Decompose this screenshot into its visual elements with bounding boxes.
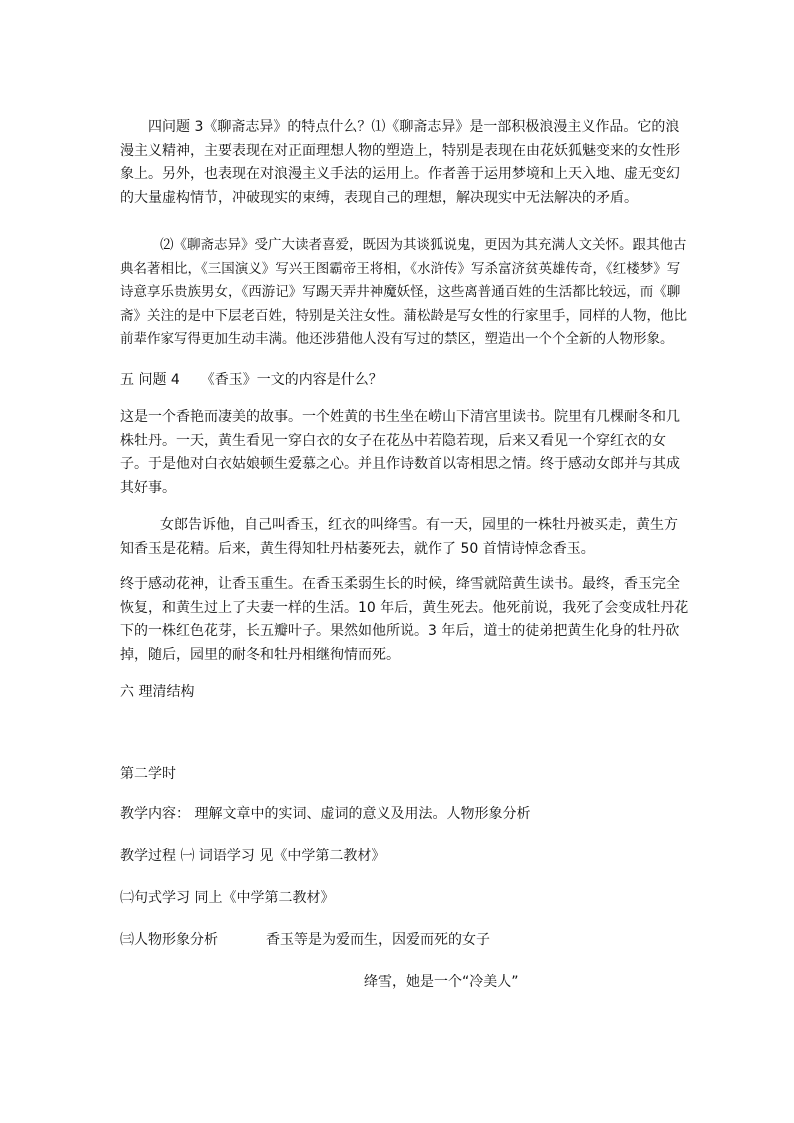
lesson2-item-sentence: ㈡句式学习 同上《中学第二教材》 xyxy=(120,890,335,906)
lesson2-content: 教学内容： 理解文章中的实词、虚词的意义及用法。人物形象分析 xyxy=(120,806,531,822)
heading-structure: 六 理清结构 xyxy=(120,684,195,700)
lesson2-item-character-jiangxue: 绛雪，她是一个“冷美人” xyxy=(364,974,519,990)
heading-question-4: 五 问题 4 《香玉》一文的内容是什么？ xyxy=(120,372,383,388)
lesson2-item-character-label: ㈢人物形象分析 xyxy=(120,932,218,948)
lesson2-item-character-xiangyu: 香玉等是为爱而生，因爱而死的女子 xyxy=(266,932,490,948)
paragraph-story-1: 这是一个香艳而凄美的故事。一个姓黄的书生坐在崂山下清宫里读书。院里有几棵耐冬和几株牡丹。一天，黄生看见一穿白衣的女子在花丛中若隐若现，后来又看见一个穿红衣的女子。于是他对白衣姑娘顿生爱慕之心。并且作诗数首以寄相思之情。终于感动女郎并与其成其好事。 xyxy=(120,409,680,496)
lesson2-process: 教学过程 ㈠ 词语学习 见《中学第二教材》 xyxy=(120,848,386,864)
paragraph-question-3: 四问题 3《聊斋志异》的特点什么？⑴《聊斋志异》是一部积极浪漫主义作品。它的浪漫主义精神，主要表现在对正面理想人物的塑造上，特别是表现在由花妖狐魅变来的女性形象上。另外，也表现在对浪漫主义手法的运用上。作者善于运用梦境和上天入地、虚无变幻的大量虚构情节，冲破现实的束缚，表现自己的理想，解决现实中无法解决的矛盾。 xyxy=(120,119,680,206)
paragraph-question-3-part2: ⑵《聊斋志异》受广大读者喜爱，既因为其谈狐说鬼，更因为其充满人文关怀。跟其他古典名著相比，《三国演义》写兴王图霸帝王将相，《水浒传》写杀富济贫英雄传奇，《红楼梦》写诗意享乐贵族男女，《西游记》写踢天弄井神魔妖怪，这些离普通百姓的生活都比较远，而《聊斋》关注的是中下层老百姓，特别是关注女性。蒲松龄是写女性的行家里手，同样的人物，他比前辈作家写得更加生动丰满。他还涉猎他人没有写过的禁区，塑造出一个个全新的人物形象。 xyxy=(120,237,687,347)
lesson2-title: 第二学时 xyxy=(120,766,176,782)
paragraph-story-3: 终于感动花神，让香玉重生。在香玉柔弱生长的时候，绛雪就陪黄生读书。最终，香玉完全恢复，和黄生过上了夫妻一样的生活。10 年后，黄生死去。他死前说，我死了会变成牡丹花下的一株红色花芽，长五瓣叶子。果然如他所说。3 年后，道士的徒弟把黄生化身的牡丹砍掉，随后，园里的耐冬和牡丹相继徇情而死。 xyxy=(120,576,689,663)
paragraph-story-2: 女郎告诉他，自己叫香玉，红衣的叫绛雪。有一天，园里的一株牡丹被买走，黄生方知香玉是花精。后来，黄生得知牡丹枯萎死去，就作了 50 首情诗悼念香玉。 xyxy=(120,517,678,557)
